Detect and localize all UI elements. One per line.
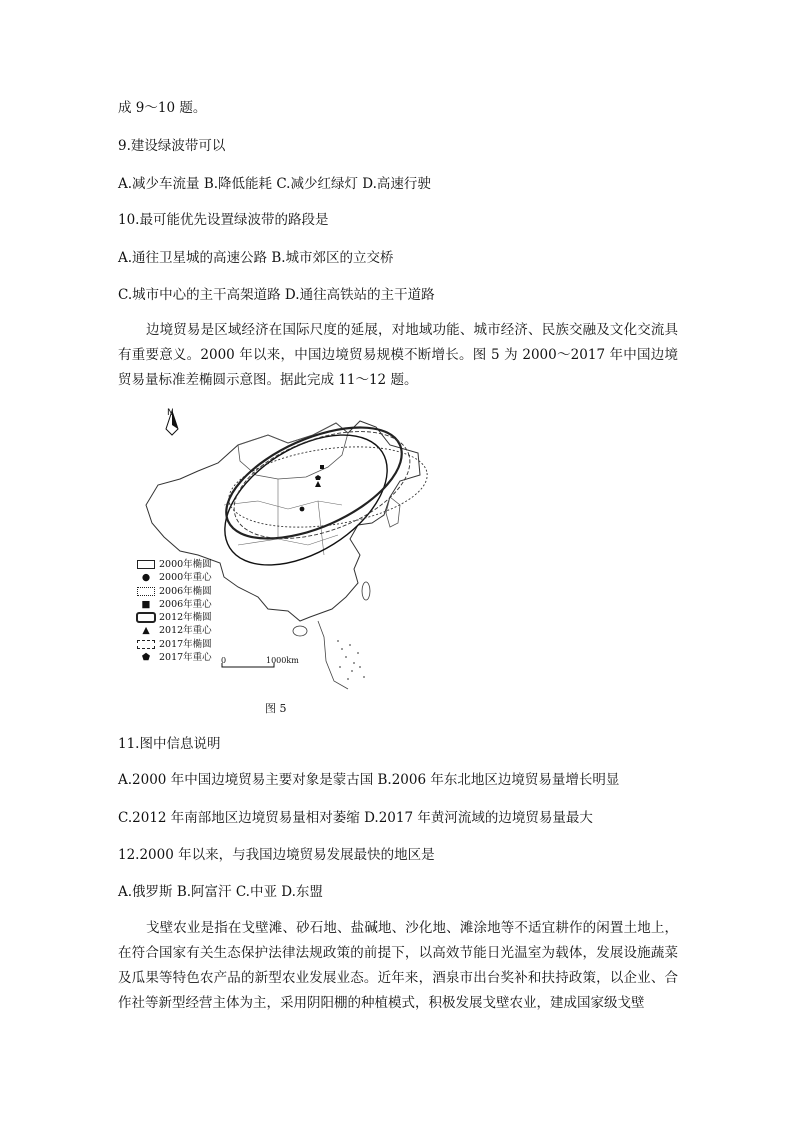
map-legend <box>136 558 212 664</box>
question-11-options-1: A.2000 年中国边境贸易主要对象是蒙古国 B.2006 年东北地区边境贸易量增长明显 <box>118 772 620 788</box>
paragraph-border-trade: 边境贸易是区域经济在国际尺度的延展，对地域功能、城市经济、民族交融及文化交流具有重要意义。2000 年以来，中国边境贸易规模不断增长。图 5 为 2000～2017 年中国边境贸易量标准差椭圆示意图。据此完成 11～12 题。 <box>118 322 678 388</box>
legend-item: 2017年椭圆 <box>136 638 212 651</box>
legend-item: 2000年椭圆 <box>136 558 212 571</box>
text-line-intro: 成 9～10 题。 <box>118 100 207 116</box>
legend-item: ● 2000年重心 <box>136 571 212 584</box>
centroid-2012 <box>315 481 321 487</box>
question-11-options-2: C.2012 年南部地区边境贸易量相对萎缩 D.2017 年黄河流域的边境贸易量最大 <box>118 810 593 826</box>
north-label: N <box>167 408 174 418</box>
ellipse-2012 <box>210 405 418 561</box>
question-9-options: A.减少车流量 B.降低能耗 C.减少红绿灯 D.高速行驶 <box>118 176 431 192</box>
legend-item: 2006年椭圆 <box>136 585 212 598</box>
question-12: 12.2000 年以来，与我国边境贸易发展最快的地区是 <box>118 847 435 863</box>
question-10: 10.最可能优先设置绿波带的路段是 <box>118 212 329 228</box>
double-rect-icon <box>136 612 156 623</box>
centroid-2006 <box>320 465 324 469</box>
question-12-options: A.俄罗斯 B.阿富汗 C.中亚 D.东盟 <box>118 884 323 900</box>
centroid-2000 <box>300 507 305 512</box>
scale-zero: 0 <box>221 656 227 665</box>
legend-item: ⬟ 2017年重心 <box>136 651 212 664</box>
question-10-options-1: A.通往卫星城的高速公路 B.城市郊区的立交桥 <box>118 250 394 266</box>
square-icon: ■ <box>141 598 151 610</box>
triangle-icon: ▲ <box>142 625 150 637</box>
dot-icon: ● <box>141 572 151 584</box>
legend-item: ▲ 2012年重心 <box>136 624 212 637</box>
dashed-rect-icon <box>137 640 155 649</box>
south-sea-islands <box>337 640 365 680</box>
rect-icon <box>137 560 155 569</box>
figure-caption: 图 5 <box>265 702 287 715</box>
ellipse-2000 <box>202 408 410 592</box>
paragraph-gobi-agriculture: 戈壁农业是指在戈壁滩、砂石地、盐碱地、沙化地、滩涂地等不适宜耕作的闲置土地上，在符合国家有关生态保护法律法规政策的前提下，以高效节能日光温室为载体，发展设施蔬菜及瓜果等特色农产品的新型农业发展业态。近年来，酒泉市出台奖补和扶持政策，以企业、合作社等新型经营主体为主，采用阴阳棚的种植模式，积极发展戈壁农业，建成国家级戈壁 <box>118 920 678 1011</box>
legend-item: 2012年椭圆 <box>136 611 212 624</box>
dotted-rect-icon <box>137 587 155 596</box>
pentagon-icon: ⬟ <box>141 652 151 664</box>
question-9: 9.建设绿波带可以 <box>118 138 226 154</box>
centroid-2017 <box>315 475 321 480</box>
legend-item: ■ 2006年重心 <box>136 598 212 611</box>
scale-label: 1000km <box>266 656 299 665</box>
question-10-options-2: C.城市中心的主干高架道路 D.通往高铁站的主干道路 <box>118 287 435 303</box>
question-11: 11.图中信息说明 <box>118 736 221 752</box>
